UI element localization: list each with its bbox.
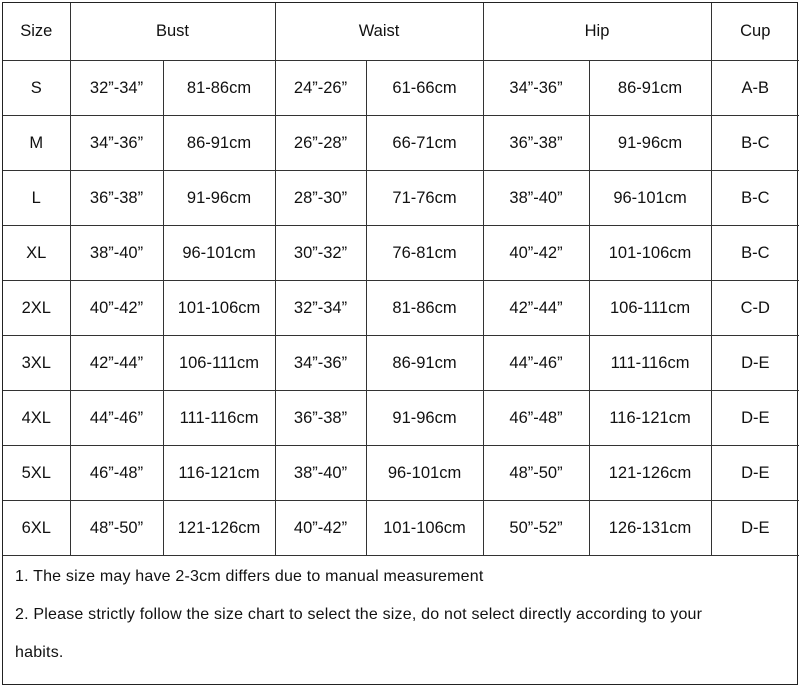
- table-row: [3, 281, 799, 336]
- table-row: [3, 446, 799, 501]
- table-row: [3, 171, 799, 226]
- waist-cm-cell: 71-76cm: [366, 171, 483, 226]
- table-row: [3, 391, 799, 446]
- table-row: [3, 226, 799, 281]
- note-2: 2. Please strictly follow the size chart to select the size, do not select directly according to your: [15, 606, 703, 623]
- bust-inch-cell: 42”-44”: [70, 336, 163, 391]
- header-cup: Cup: [711, 3, 799, 61]
- bust-cm-cell: 116-121cm: [163, 446, 275, 501]
- hip-inch-cell: 44”-46”: [483, 336, 589, 391]
- size-cell: 2XL: [3, 281, 70, 336]
- cup-cell: B-C: [711, 116, 799, 171]
- waist-cm-cell: 86-91cm: [366, 336, 483, 391]
- bust-cm-cell: 91-96cm: [163, 171, 275, 226]
- waist-cm-cell: 96-101cm: [366, 446, 483, 501]
- bust-cm-cell: 101-106cm: [163, 281, 275, 336]
- waist-inch-cell: 28”-30”: [275, 171, 366, 226]
- note-2-continued: habits.: [15, 644, 64, 661]
- size-chart: [2, 2, 798, 685]
- header-hip: Hip: [483, 3, 711, 61]
- cup-cell: A-B: [711, 61, 799, 116]
- note-1: 1. The size may have 2-3cm differs due to manual measurement: [15, 568, 484, 585]
- hip-inch-cell: 40”-42”: [483, 226, 589, 281]
- hip-cm-cell: 96-101cm: [589, 171, 711, 226]
- bust-inch-cell: 38”-40”: [70, 226, 163, 281]
- waist-inch-cell: 32”-34”: [275, 281, 366, 336]
- table-row: [3, 336, 799, 391]
- notes: [3, 556, 797, 664]
- hip-inch-cell: 34”-36”: [483, 61, 589, 116]
- waist-cm-cell: 81-86cm: [366, 281, 483, 336]
- size-cell: XL: [3, 226, 70, 281]
- bust-inch-cell: 44”-46”: [70, 391, 163, 446]
- waist-cm-cell: 66-71cm: [366, 116, 483, 171]
- size-cell: 6XL: [3, 501, 70, 556]
- cup-cell: D-E: [711, 391, 799, 446]
- cup-cell: D-E: [711, 446, 799, 501]
- size-cell: 4XL: [3, 391, 70, 446]
- bust-inch-cell: 40”-42”: [70, 281, 163, 336]
- size-cell: M: [3, 116, 70, 171]
- waist-cm-cell: 61-66cm: [366, 61, 483, 116]
- table-row: [3, 501, 799, 556]
- waist-inch-cell: 26”-28”: [275, 116, 366, 171]
- size-cell: L: [3, 171, 70, 226]
- bust-cm-cell: 81-86cm: [163, 61, 275, 116]
- hip-inch-cell: 38”-40”: [483, 171, 589, 226]
- waist-inch-cell: 36”-38”: [275, 391, 366, 446]
- cup-cell: C-D: [711, 281, 799, 336]
- hip-cm-cell: 86-91cm: [589, 61, 711, 116]
- hip-inch-cell: 42”-44”: [483, 281, 589, 336]
- bust-inch-cell: 32”-34”: [70, 61, 163, 116]
- hip-inch-cell: 48”-50”: [483, 446, 589, 501]
- waist-cm-cell: 91-96cm: [366, 391, 483, 446]
- waist-cm-cell: 76-81cm: [366, 226, 483, 281]
- bust-cm-cell: 106-111cm: [163, 336, 275, 391]
- bust-cm-cell: 111-116cm: [163, 391, 275, 446]
- hip-inch-cell: 50”-52”: [483, 501, 589, 556]
- size-cell: S: [3, 61, 70, 116]
- hip-cm-cell: 126-131cm: [589, 501, 711, 556]
- cup-cell: B-C: [711, 226, 799, 281]
- hip-cm-cell: 106-111cm: [589, 281, 711, 336]
- table-row: [3, 61, 799, 116]
- bust-cm-cell: 86-91cm: [163, 116, 275, 171]
- bust-inch-cell: 48”-50”: [70, 501, 163, 556]
- bust-inch-cell: 36”-38”: [70, 171, 163, 226]
- table-row: [3, 116, 799, 171]
- waist-inch-cell: 34”-36”: [275, 336, 366, 391]
- hip-cm-cell: 91-96cm: [589, 116, 711, 171]
- bust-cm-cell: 121-126cm: [163, 501, 275, 556]
- size-table: [3, 3, 799, 556]
- hip-cm-cell: 111-116cm: [589, 336, 711, 391]
- waist-inch-cell: 30”-32”: [275, 226, 366, 281]
- hip-cm-cell: 101-106cm: [589, 226, 711, 281]
- waist-inch-cell: 40”-42”: [275, 501, 366, 556]
- waist-inch-cell: 38”-40”: [275, 446, 366, 501]
- header-bust: Bust: [70, 3, 275, 61]
- cup-cell: D-E: [711, 336, 799, 391]
- bust-inch-cell: 34”-36”: [70, 116, 163, 171]
- hip-inch-cell: 36”-38”: [483, 116, 589, 171]
- cup-cell: D-E: [711, 501, 799, 556]
- header-row: [3, 3, 799, 61]
- waist-inch-cell: 24”-26”: [275, 61, 366, 116]
- bust-cm-cell: 96-101cm: [163, 226, 275, 281]
- size-cell: 5XL: [3, 446, 70, 501]
- waist-cm-cell: 101-106cm: [366, 501, 483, 556]
- header-waist: Waist: [275, 3, 483, 61]
- hip-cm-cell: 121-126cm: [589, 446, 711, 501]
- hip-cm-cell: 116-121cm: [589, 391, 711, 446]
- header-size: Size: [3, 3, 70, 61]
- hip-inch-cell: 46”-48”: [483, 391, 589, 446]
- size-cell: 3XL: [3, 336, 70, 391]
- cup-cell: B-C: [711, 171, 799, 226]
- bust-inch-cell: 46”-48”: [70, 446, 163, 501]
